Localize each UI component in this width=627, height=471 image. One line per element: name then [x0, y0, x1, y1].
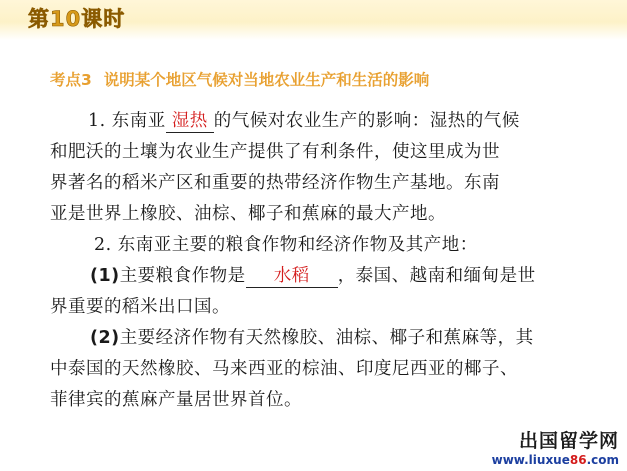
paragraph-3-prefix: 主要粮食作物是	[119, 266, 246, 286]
paragraph-3-line-1-rest: ，泰国、越南和缅甸是世	[337, 266, 536, 286]
paragraph-2	[50, 230, 590, 261]
watermark-name: 出国留学网	[518, 430, 619, 452]
paragraph-3-line-2: 界重要的稻米出口国。	[50, 297, 230, 317]
paragraph-3	[50, 261, 590, 323]
paragraph-3-number: (1)	[90, 266, 120, 286]
exam-point-label: 考点3	[50, 71, 92, 89]
lesson-title: 第10课时	[28, 7, 126, 31]
paragraph-1-prefix: 1. 东南亚	[88, 111, 166, 131]
exam-point-heading	[50, 68, 429, 90]
paragraph-1-line-1	[50, 106, 590, 137]
paragraph-3-line-1	[50, 261, 590, 292]
paragraph-2-heading: 2. 东南亚主要的粮食作物和经济作物及其产地：	[94, 235, 478, 255]
paragraph-4-number: (2)	[90, 328, 120, 348]
paragraph-1-line-2: 和肥沃的土壤为农业生产提供了有利条件，使这里成为世	[50, 142, 500, 162]
answer-blank-climate: 湿热	[166, 110, 214, 133]
watermark-url-highlight: 86	[569, 453, 587, 467]
paragraph-1	[50, 106, 590, 230]
site-watermark	[479, 426, 619, 467]
exam-point-text: 说明某个地区气候对当地农业生产和生活的影响	[103, 71, 430, 89]
watermark-url-prefix: www.liuxue	[491, 453, 570, 467]
paragraph-4-line-1-text: 主要经济作物有天然橡胶、油棕、椰子和蕉麻等，其	[119, 328, 534, 348]
watermark-url-suffix: .com	[586, 453, 619, 467]
paragraph-1-line-1-rest: 的气候对农业生产的影响：湿热的气候	[213, 111, 520, 131]
paragraph-4	[50, 323, 590, 416]
answer-blank-grain: 水稻	[246, 265, 338, 288]
watermark-url	[479, 453, 619, 467]
paragraph-1-line-3: 界著名的稻米产区和重要的热带经济作物生产基地。东南	[50, 173, 500, 193]
paragraph-4-line-2: 中泰国的天然橡胶、马来西亚的棕油、印度尼西亚的椰子、	[50, 359, 518, 379]
paragraph-4-line-1	[50, 323, 590, 354]
paragraph-4-line-3: 菲律宾的蕉麻产量居世界首位。	[50, 390, 302, 410]
paragraph-1-line-4: 亚是世界上橡胶、油棕、椰子和蕉麻的最大产地。	[50, 204, 446, 224]
